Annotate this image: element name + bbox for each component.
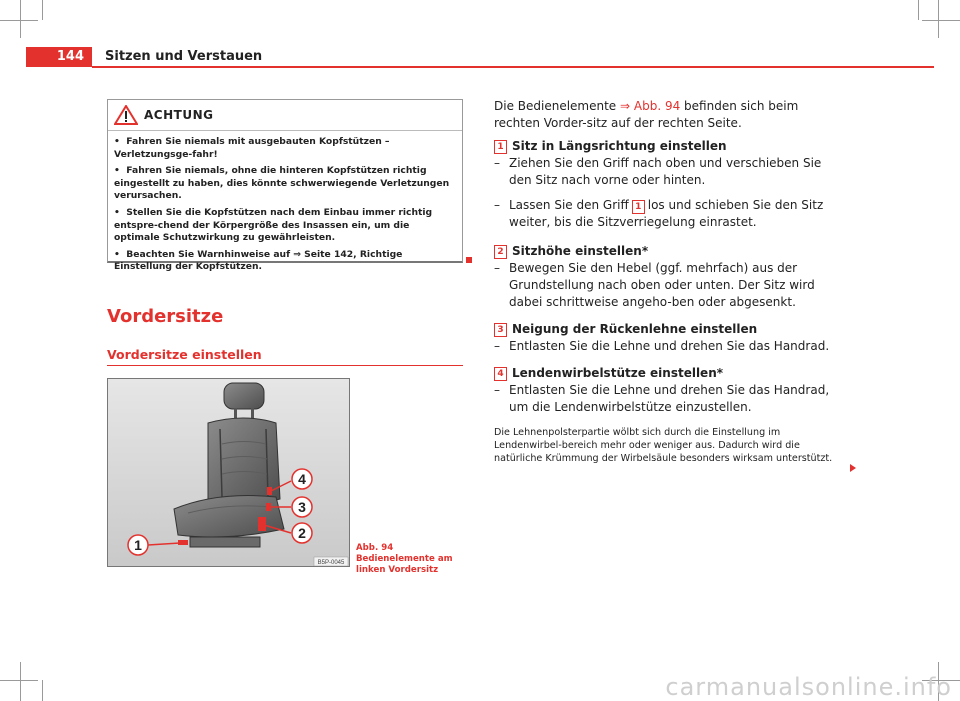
warning-title: ACHTUNG bbox=[144, 108, 214, 122]
figure-code: B5P-0045 bbox=[317, 560, 345, 566]
step-heading: 4 Lendenwirbelstütze einstellen* bbox=[494, 365, 844, 382]
step-instruction: – Lassen Sie den Griff 1 los und schieben Sie den Sitz weiter, bis die Sitzverriegelung einrastet. bbox=[494, 198, 824, 229]
crop-mark bbox=[20, 662, 21, 701]
step-instruction: – Entlasten Sie die Lehne und drehen Sie das Handrad, um die Lendenwirbelstütze einzustellen. bbox=[494, 383, 830, 414]
callout-3: 3 bbox=[298, 499, 306, 515]
intro-paragraph: Die Bedienelemente ⇒ Abb. 94 befinden sich beim rechten Vorder-sitz auf der rechten Seite. bbox=[494, 99, 799, 130]
step-badge: 3 bbox=[494, 323, 507, 337]
end-marker bbox=[466, 257, 472, 263]
warning-body bbox=[108, 131, 462, 274]
subsection-rule bbox=[107, 365, 463, 366]
continue-arrow-icon bbox=[850, 464, 856, 472]
step-heading: 2 Sitzhöhe einstellen* bbox=[494, 243, 844, 260]
step-badge: 1 bbox=[494, 140, 507, 154]
step-heading: 3 Neigung der Rückenlehne einstellen bbox=[494, 321, 844, 338]
chapter-title: Sitzen und Verstauen bbox=[105, 49, 263, 64]
crop-mark bbox=[42, 0, 43, 20]
callout-1: 1 bbox=[134, 537, 142, 553]
section-title: Vordersitze bbox=[107, 306, 224, 327]
note-paragraph: Die Lehnenpolsterpartie wölbt sich durch die Einstellung im Lendenwirbel-bereich mehr oder weniger aus. Dadurch wird die natürliche Krümmung der Wirbelsäule besonders wirksam unterstützt. bbox=[494, 427, 833, 464]
crop-mark bbox=[42, 680, 43, 701]
subsection-title: Vordersitze einstellen bbox=[107, 347, 262, 362]
right-column bbox=[494, 98, 844, 465]
warning-item: • Stellen Sie die Kopfstützen nach dem Einbau immer richtig entspre-chend der Körpergröße des Insassen ein, um die optimale Schutzwirkung zu gewährleisten. bbox=[114, 206, 433, 244]
crop-mark bbox=[922, 20, 960, 21]
warning-item: • Fahren Sie niemals mit ausgebauten Kopfstützen – Verletzungsge-fahr! bbox=[114, 136, 390, 160]
seat-illustration bbox=[108, 379, 350, 567]
step-badge: 1 bbox=[632, 200, 645, 214]
warning-item: • Beachten Sie Warnhinweise auf ⇒ Seite 142, Richtige Einstellung der Kopfstützen. bbox=[114, 248, 403, 273]
step-heading: 1 Sitz in Längsrichtung einstellen bbox=[494, 138, 844, 155]
warning-header bbox=[108, 100, 462, 131]
figure-caption: Abb. 94 Bedienelemente am linken Vordersitz bbox=[356, 543, 453, 575]
crop-mark bbox=[938, 0, 939, 38]
crop-mark bbox=[918, 0, 919, 20]
step-instruction: – Bewegen Sie den Hebel (ggf. mehrfach) aus der Grundstellung nach oben oder unten. Der Sitz wird dabei schrittweise angeho-ben oder abgesenkt. bbox=[494, 261, 815, 309]
figure-link[interactable]: ⇒ Abb. 94 bbox=[620, 99, 681, 113]
step-instruction: – Entlasten Sie die Lehne und drehen Sie das Handrad. bbox=[494, 339, 830, 353]
crop-mark bbox=[20, 0, 21, 38]
crop-mark bbox=[0, 20, 38, 21]
seat-figure bbox=[107, 378, 350, 567]
watermark: carmanualsonline.info bbox=[665, 673, 952, 701]
header-rule bbox=[92, 66, 934, 68]
step-badge: 4 bbox=[494, 367, 507, 381]
page-number: 144 bbox=[26, 47, 92, 67]
warning-item: • Fahren Sie niemals, ohne die hinteren Kopfstützen richtig eingestellt zu haben, dies könnte schwerwiegende Verletzungen verursachen. bbox=[114, 165, 450, 202]
step-badge: 2 bbox=[494, 245, 507, 259]
callout-4: 4 bbox=[298, 471, 306, 487]
warning-triangle-icon bbox=[114, 105, 138, 125]
callout-2: 2 bbox=[298, 525, 306, 541]
step-instruction: – Ziehen Sie den Griff nach oben und verschieben Sie den Sitz nach vorne oder hinten. bbox=[494, 156, 822, 187]
crop-mark bbox=[0, 680, 38, 681]
warning-box bbox=[107, 99, 463, 273]
